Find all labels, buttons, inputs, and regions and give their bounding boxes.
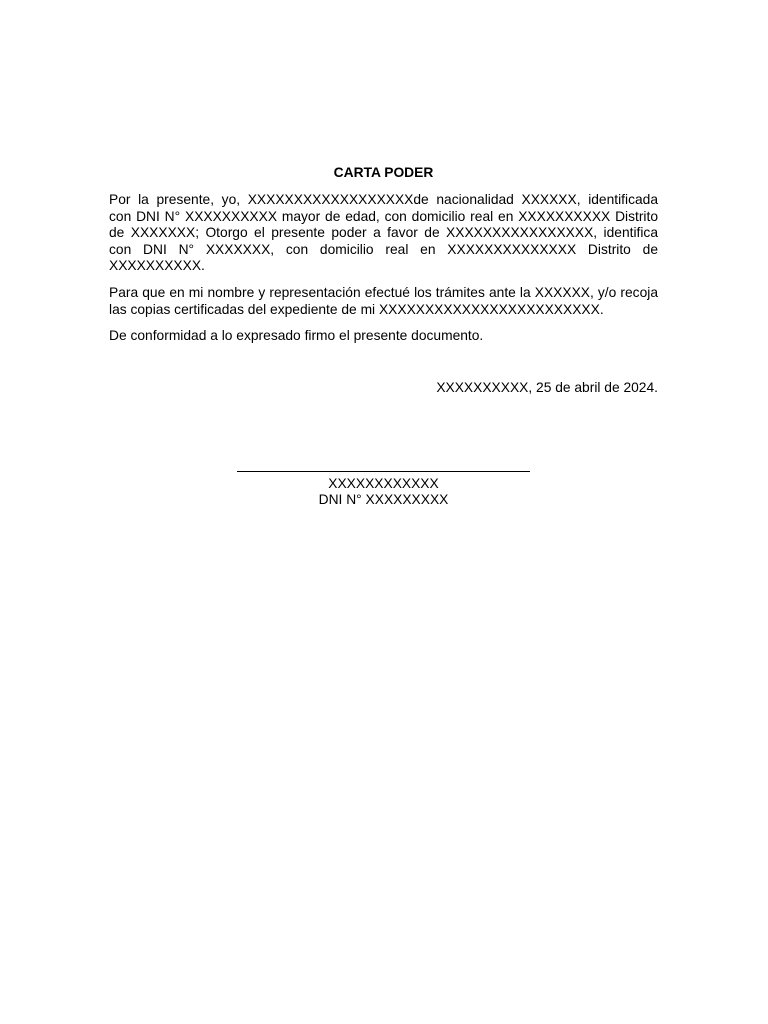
place-date: XXXXXXXXXX, 25 de abril de 2024. — [436, 380, 658, 395]
paragraph-line: Por la presente, yo, XXXXXXXXXXXXXXXXXXde nacionalidad XXXXXX, identificada — [109, 192, 658, 207]
paragraph-line: XXXXXXXXXX. — [109, 258, 205, 273]
signatory-id: DNI N° XXXXXXXXX — [318, 492, 449, 507]
paragraph-line: De conformidad a lo expresado firmo el presente documento. — [109, 328, 484, 343]
paragraph-purpose — [109, 285, 658, 318]
paragraph-line: Para que en mi nombre y representación efectué los trámites ante la XXXXXX, y/o recoja — [109, 285, 658, 300]
paragraph-line: con DNI N° XXXXXXX, con domicilio real en XXXXXXXXXXXXXX Distrito de — [109, 241, 658, 257]
signature-line — [237, 471, 530, 472]
document-title: CARTA PODER — [333, 165, 434, 180]
paragraph-line: las copias certificadas del expediente de mi XXXXXXXXXXXXXXXXXXXXXXXX. — [109, 301, 604, 317]
paragraph-closing — [109, 328, 658, 345]
paragraph-grant — [109, 192, 658, 275]
paragraph-line: con DNI N° XXXXXXXXXX mayor de edad, con domicilio real en XXXXXXXXXX Distrito — [109, 208, 658, 224]
signatory-name: XXXXXXXXXXXX — [328, 476, 439, 491]
paragraph-line: de XXXXXXX; Otorgo el presente poder a favor de XXXXXXXXXXXXXXXX, identifica — [109, 225, 658, 240]
